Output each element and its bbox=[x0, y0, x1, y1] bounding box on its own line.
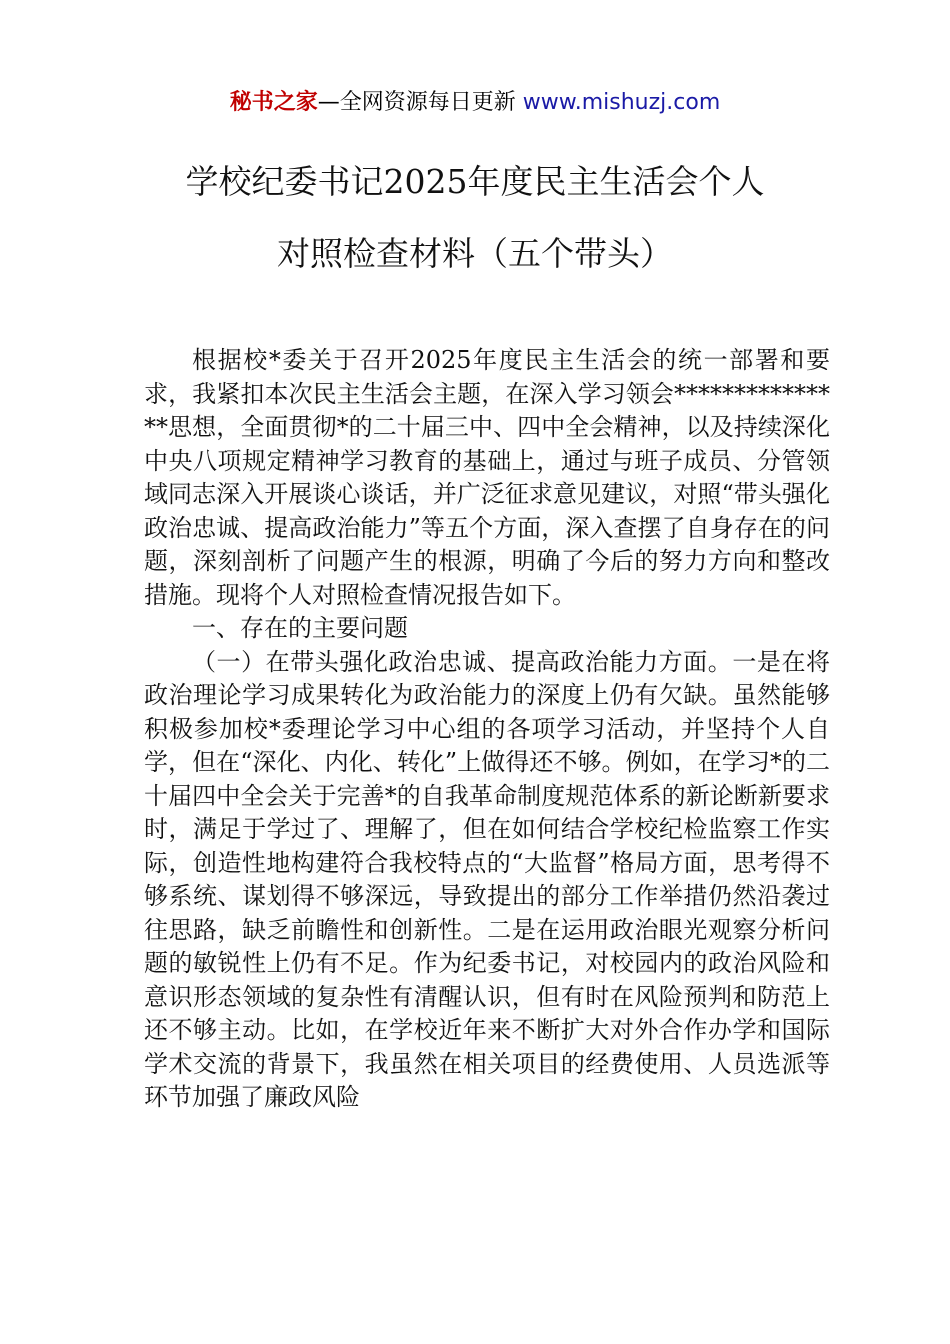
brand-name: 秘书之家 bbox=[229, 90, 318, 115]
header-tagline: —全网资源每日更新 bbox=[317, 90, 523, 115]
intro-paragraph: 根据校*委关于召开2025年度民主生活会的统一部署和要求，我紧扣本次民主生活会主题，在深入学习领会***************思想，全面贯彻*的二十届三中、四中全会精神，以及持续深化中央八项规定精神学习教育的基础上，通过与班子成员、分管领域同志深入开展谈心谈话，并广泛征求意见建议，对照“带头强化政治忠诚、提高政治能力”等五个方面，深入查摆了自身存在的问题，深刻剖析了问题产生的根源，明确了今后的努力方向和整改措施。现将个人对照检查情况报告如下。 bbox=[144, 346, 830, 609]
document-title-line-2: 对照检查材料（五个带头） bbox=[277, 234, 673, 273]
document-body bbox=[144, 344, 830, 1115]
issue-paragraph: （一）在带头强化政治忠诚、提高政治能力方面。一是在将政治理论学习成果转化为政治能力的深度上仍有欠缺。虽然能够积极参加校*委理论学习中心组的各项学习活动，并坚持个人自学，但在“深化、内化、转化”上做得还不够。例如，在学习*的二十届四中全会关于完善*的自我革命制度规范体系的新论断新要求时，满足于学过了、理解了，但在如何结合学校纪检监察工作实际，创造性地构建符合我校特点的“大监督”格局方面，思考得不够系统、谋划得不够深远，导致提出的部分工作举措仍然沿袭过往思路，缺乏前瞻性和创新性。二是在运用政治眼光观察分析问题的敏锐性上仍有不足。作为纪委书记，对校园内的政治风险和意识形态领域的复杂性有清醒认识，但有时在风险预判和防范上还不够主动。比如，在学校近年来不断扩大对外合作办学和国际学术交流的背景下，我虽然在相关项目的经费使用、人员选派等环节加强了廉政风险 bbox=[144, 647, 830, 1111]
document-title-line-1: 学校纪委书记2025年度民主生活会个人 bbox=[185, 162, 765, 201]
site-url[interactable]: www.mishuzj.com bbox=[522, 90, 721, 115]
site-header bbox=[0, 88, 950, 118]
section-heading: 一、存在的主要问题 bbox=[192, 614, 408, 642]
